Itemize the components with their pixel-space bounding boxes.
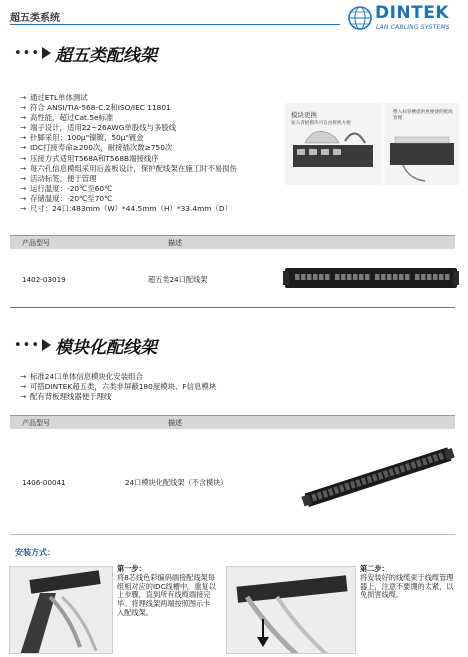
feature-list-cat5e bbox=[20, 93, 237, 214]
bullet-arrow-icon: → bbox=[20, 392, 27, 402]
feature-item: → 配有背板理线器便于理线 bbox=[20, 392, 112, 402]
feature-item: → 存储温度：-20℃至70℃ bbox=[20, 193, 113, 203]
section-divider bbox=[10, 534, 455, 535]
globe-icon bbox=[347, 5, 373, 31]
feature-item: → 每六孔信息模组采用后盖板设计，保护配线架在施工时不易损伤 bbox=[20, 163, 237, 173]
logo-tagline: LAN CABLING SYSTEMS bbox=[376, 24, 450, 31]
logo-wordmark: DINTEK bbox=[375, 3, 450, 23]
bullet-arrow-icon: → bbox=[20, 173, 27, 183]
section-title-modular: ••• 模块化配线架 bbox=[14, 337, 158, 358]
bullet-arrow-icon: → bbox=[20, 153, 27, 163]
brand-logo bbox=[345, 3, 463, 35]
bullet-arrow-icon: → bbox=[20, 193, 27, 203]
product-table-header-2: 产品型号 描述 bbox=[10, 415, 455, 429]
feature-item: → 端子设计，适用22~26AWG单股线与多股线 bbox=[20, 123, 177, 133]
patch-panel-image bbox=[283, 262, 459, 294]
product-desc-1402-03019: 超五类24口配线架 bbox=[148, 275, 208, 284]
dots-decoration: ••• bbox=[14, 45, 41, 61]
bullet-arrow-icon: → bbox=[20, 103, 27, 113]
arrow-right-icon bbox=[42, 47, 51, 59]
feature-item: → 运行温度：-20℃至60℃ bbox=[20, 183, 113, 193]
bullet-arrow-icon: → bbox=[20, 382, 27, 392]
feature-item: → 针脚采用：100μ"镍镀，50μ"镀金 bbox=[20, 133, 144, 143]
bullet-arrow-icon: → bbox=[20, 183, 27, 193]
step1-text: 将8芯线色彩编码端接配线架每组相对应的IDC线槽中。重复以上步骤，直到所有线缆端接完毕。将理线架两端按照图示卡入配线架。 bbox=[117, 573, 216, 617]
install-title: 安装方式： bbox=[15, 548, 55, 557]
feature-item: → 高性能，超过Cat.5e标准 bbox=[20, 113, 114, 123]
page-title: 超五类系统 bbox=[10, 13, 60, 24]
product-desc-1406-00041: 24口模块化配线架（不含模块） bbox=[125, 478, 228, 487]
page-header bbox=[0, 0, 468, 31]
photo-caption-left: 模块更换 bbox=[291, 111, 317, 119]
product-table-header-1: 产品型号 描述 bbox=[10, 235, 455, 249]
header-divider bbox=[10, 24, 340, 25]
bullet-arrow-icon: → bbox=[20, 113, 27, 123]
feature-item: → 可搭DINTEK超五类，六类非屏蔽180度模块、F信息模块 bbox=[20, 382, 217, 392]
product-model-1402-03019: 1402-03019 bbox=[22, 275, 66, 284]
feature-item: → IDC打接寿命≥200次，耐接插次数≥750次 bbox=[20, 143, 173, 153]
bullet-arrow-icon: → bbox=[20, 133, 27, 143]
modular-panel-image bbox=[300, 440, 458, 520]
install-step2-photo bbox=[226, 566, 356, 654]
bullet-arrow-icon: → bbox=[20, 204, 27, 214]
feature-item: → 活动标签，便于管理 bbox=[20, 173, 97, 183]
step2-title: 第二步： bbox=[360, 564, 389, 573]
table-divider-1 bbox=[10, 307, 455, 308]
feature-list-modular bbox=[20, 372, 216, 402]
feature-item: → 标准24口单体信息模块化安装组合 bbox=[20, 372, 143, 381]
photo-note-left: 如入背板模块可自由拆换方便 bbox=[291, 121, 351, 126]
install-step1-photo bbox=[9, 566, 113, 654]
bullet-arrow-icon: → bbox=[20, 143, 27, 153]
feature-item: → 尺寸：24口:483mm（W）*44.5mm（H）*33.4mm（D） bbox=[20, 204, 232, 214]
bullet-arrow-icon: → bbox=[20, 123, 27, 133]
step1-title: 第一步： bbox=[117, 564, 146, 573]
step2-text: 将安装好的线缆束于线缆管理器上，注意不要绷的太紧，以免损害线缆。 bbox=[360, 573, 454, 600]
dots-decoration: ••• bbox=[14, 337, 41, 353]
feature-item: → 压接方式适用T568A和T568B端接线序 bbox=[20, 153, 159, 163]
feature-item: → 通过ETL单体测试 bbox=[20, 93, 88, 102]
bullet-arrow-icon: → bbox=[20, 163, 27, 173]
product-detail-photo bbox=[285, 103, 459, 185]
arrow-right-icon bbox=[42, 339, 51, 351]
photo-note-right: 整入标签槽提供更便捷的配线管理 bbox=[393, 110, 453, 121]
feature-item: → 符合 ANSI/TIA-568-C.2和ISO/IEC 11801 bbox=[20, 103, 171, 113]
bullet-arrow-icon: → bbox=[20, 372, 27, 381]
section-title-cat5e: ••• 超五类配线架 bbox=[14, 45, 158, 66]
bullet-arrow-icon: → bbox=[20, 93, 27, 102]
product-model-1406-00041: 1406-00041 bbox=[22, 478, 66, 487]
